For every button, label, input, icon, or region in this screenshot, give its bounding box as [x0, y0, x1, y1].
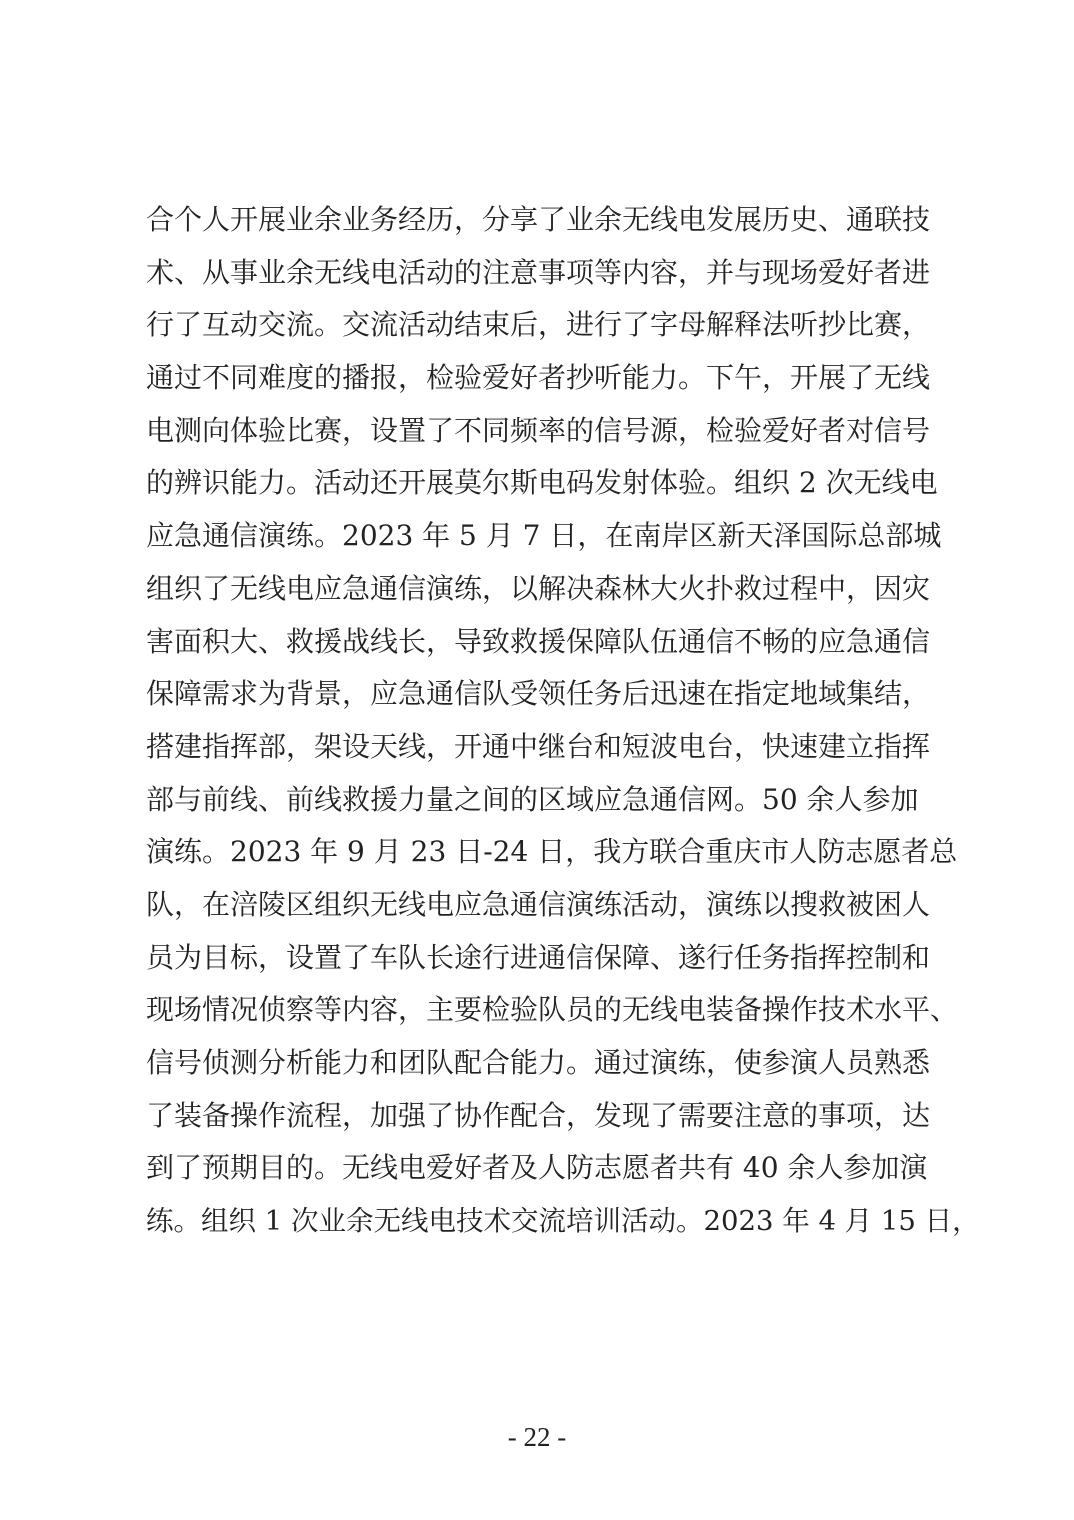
text-line: 通过不同难度的播报，检验爱好者抄听能力。下午，开展了无线: [146, 361, 931, 395]
text-line: 保障需求为背景，应急通信队受领任务后迅速在指定地域集结，: [146, 677, 931, 711]
text-line: 现场情况侦察等内容，主要检验队员的无线电装备操作技术水平、: [146, 993, 959, 1027]
text-line: 术、从事业余无线电活动的注意事项等内容，并与现场爱好者进: [146, 255, 931, 289]
text-line: 到了预期目的。无线电爱好者及人防志愿者共有 40 余人参加演: [146, 1151, 928, 1185]
text-line: 演练。2023 年 9 月 23 日-24 日，我方联合重庆市人防志愿者总: [146, 835, 958, 869]
text-line: 行了互动交流。交流活动结束后，进行了字母解释法听抄比赛，: [146, 308, 931, 342]
text-line: 合个人开展业余业务经历，分享了业余无线电发展历史、通联技: [146, 203, 931, 236]
text-line: 了装备操作流程，加强了协作配合，发现了需要注意的事项，达: [146, 1098, 931, 1132]
text-line: 部与前线、前线救援力量之间的区域应急通信网。50 余人参加: [146, 782, 919, 816]
text-line: 应急通信演练。2023 年 5 月 7 日，在南岸区新天泽国际总部城: [146, 519, 942, 553]
text-line: 组织了无线电应急通信演练，以解决森林大火扑救过程中，因灾: [146, 571, 931, 605]
text-line: 信号侦测分析能力和团队配合能力。通过演练，使参演人员熟悉: [146, 1046, 931, 1079]
text-line: 搭建指挥部，架设天线，开通中继台和短波电台，快速建立指挥: [146, 729, 931, 763]
text-line: 的辨识能力。活动还开展莫尔斯电码发射体验。组织 2 次无线电: [146, 466, 938, 500]
page-number: - 22 -: [507, 1422, 567, 1452]
text-line: 练。组织 1 次业余无线电技术交流培训活动。2023 年 4 月 15 日，: [146, 1205, 980, 1238]
text-line: 员为目标，设置了车队长途行进通信保障、遂行任务指挥控制和: [146, 940, 931, 974]
text-line: 害面积大、救援战线长，导致救援保障队伍通信不畅的应急通信: [146, 624, 931, 658]
body-paragraph: [146, 194, 980, 1248]
text-line: 队，在涪陵区组织无线电应急通信演练活动，演练以搜救被困人: [146, 887, 931, 921]
text-line: 电测向体验比赛，设置了不同频率的信号源，检验爱好者对信号: [146, 413, 931, 447]
